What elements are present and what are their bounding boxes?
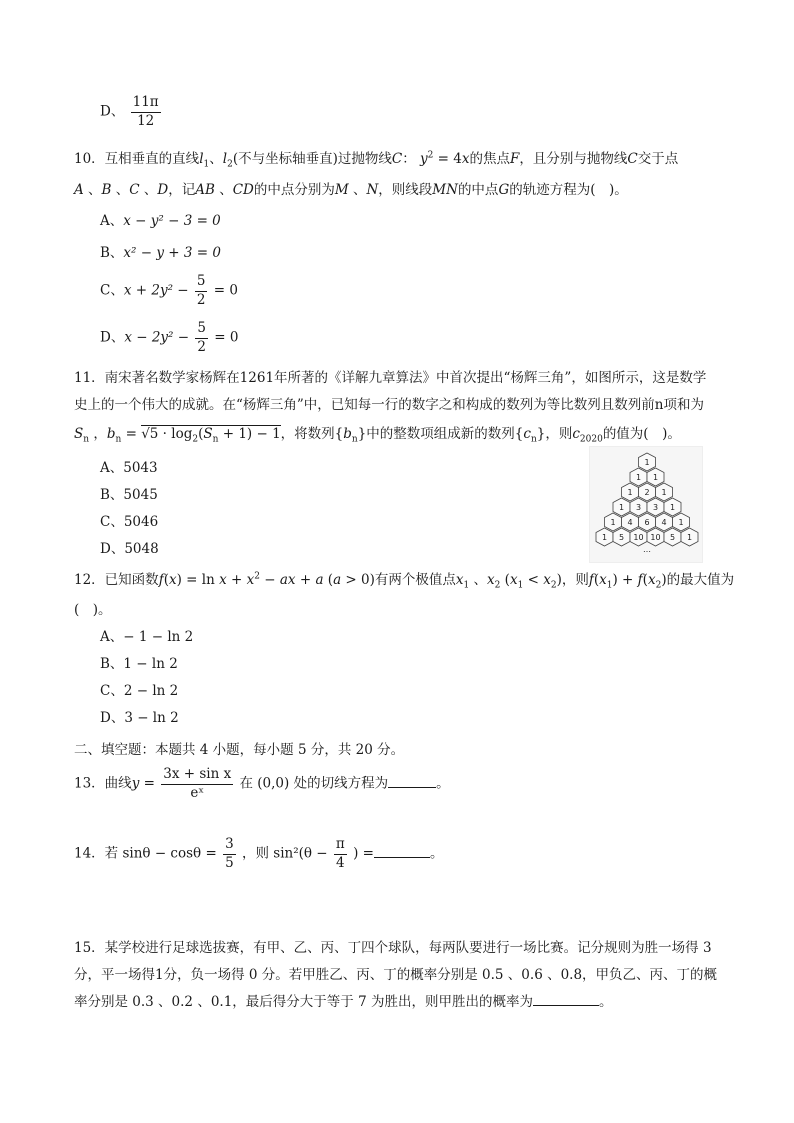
fraction	[223, 838, 236, 870]
text: 的最大值为	[666, 572, 735, 588]
fraction	[195, 322, 208, 354]
option-label: C、	[100, 683, 124, 699]
fraction	[131, 96, 161, 128]
text: 12．已知函数	[74, 572, 159, 588]
triangle-cell-value: 1	[669, 503, 676, 512]
triangle-cell-value: 10	[650, 533, 661, 542]
triangle-cell-value: 1	[661, 488, 667, 497]
text: ，则	[545, 426, 573, 442]
denominator: 5	[225, 854, 234, 871]
option-label: A、	[100, 460, 124, 476]
option-label: D、	[100, 710, 125, 726]
option-text: 5043	[123, 460, 158, 476]
q10-option-a	[100, 209, 221, 229]
triangle-cell-value: 5	[618, 533, 625, 542]
numerator: 5	[195, 275, 208, 292]
fraction	[161, 768, 233, 800]
option-label: C、	[100, 282, 124, 299]
text: 的中点	[457, 182, 499, 198]
q10-option-c	[100, 275, 238, 307]
text: 。	[598, 994, 613, 1010]
text: 率分别是 0.3 、0.2 、0.1，最后得分大于等于 7 为胜出，则甲胜出的概率为	[74, 994, 533, 1010]
numerator: 3x + sin x	[161, 768, 233, 785]
text: 。	[429, 845, 444, 862]
triangle-cell-value: 3	[635, 503, 642, 512]
text: 的值为( )。	[602, 426, 681, 442]
q12-option-d	[100, 706, 179, 726]
answer-blank[interactable]	[374, 845, 430, 858]
text: 的焦点	[469, 151, 510, 167]
option-text: 5045	[123, 487, 158, 503]
triangle-cell-value: 4	[627, 518, 633, 527]
triangle-cell-value: 1	[610, 518, 616, 527]
option-text: 1 − ln 2	[123, 656, 178, 672]
q12-line1: 12．已知函数$f(x) = \ln x + x^2$ − ax + a (a > 0)有两个极值点$x_1$ 、$x_2$ $(x_1 < x_2)$，则$f(x_1) + f(x_2)$的最大值为	[74, 571, 735, 591]
option-text: x − 2y² −	[124, 329, 190, 346]
yanghui-triangle-figure	[591, 448, 703, 560]
q10-option-b	[100, 241, 221, 261]
option-label: A、	[100, 213, 124, 229]
q10-line2: A 、B 、C 、D，记AB 、CD的中点分别为M 、N，则线段MN的中点G的轨迹方程为( )。	[74, 182, 628, 198]
text: 10．互相垂直的直线	[74, 151, 200, 167]
text: ，将数列	[280, 426, 335, 442]
q11-option-a	[100, 456, 158, 476]
q12-option-c	[100, 679, 178, 699]
text: 14．若 sinθ − cosθ =	[74, 845, 217, 862]
answer-blank[interactable]	[388, 775, 436, 788]
text: ，则线段	[378, 182, 433, 198]
triangle-cell-value: 5	[669, 533, 676, 542]
q11-line3: $S_n$ ，$b_n = √5 \cdot \log_2(S_n + 1) - 1$，将数列$\{b_n\}$中的整数项组成新的数列$\{c_n\}$，则$c_{2020}$的值为( )。	[74, 426, 681, 445]
option-label: D、	[100, 541, 125, 557]
triangle-cell-value: 4	[661, 518, 667, 527]
option-text: x − y² − 3 = 0	[123, 213, 221, 229]
text: ，则	[561, 572, 589, 588]
option-text: 5048	[124, 541, 159, 557]
numerator: π	[334, 838, 347, 855]
text: 。	[436, 775, 450, 792]
triangle-cell-value: 1	[601, 533, 608, 542]
q10-line1: 10．互相垂直的直线$l_1$、$l_2$(不与坐标轴垂直)过抛物线C： $y^2 = 4x$的焦点F，且分别与抛物线C交于点	[74, 150, 679, 170]
option-text: = 0	[214, 329, 239, 346]
q11-line1: 11．南宋著名数学家杨辉在1261年所著的《详解九章算法》中首次提出“杨辉三角”，如图所示，这是数学	[74, 370, 707, 386]
text: 的中点分别为	[253, 182, 335, 198]
option-text: 2 − ln 2	[123, 683, 179, 699]
option-label: B、	[100, 487, 124, 503]
text: 13．曲线	[74, 775, 132, 792]
section-heading: 二、填空题：本题共 4 小题，每小题 5 分，共 20 分。	[74, 742, 405, 758]
numerator: 11π	[131, 96, 161, 113]
option-text: − 1 − ln 2	[123, 629, 194, 645]
triangle-ellipsis: …	[643, 545, 651, 554]
option-label: B、	[100, 245, 124, 261]
triangle-cell-value: 1	[644, 458, 650, 467]
numerator: 5	[195, 322, 208, 339]
q13: 13．曲线y = $\frac{\text{3x + sin x}}{\text{eˣ}}$ 在 (0,0) 处的切线方程为 。	[74, 766, 450, 801]
q11-option-d	[100, 537, 159, 557]
triangle-cell-value: 1	[635, 473, 642, 482]
triangle-cell-value: 1	[627, 488, 633, 497]
q11-line2: 史上的一个伟大的成就。在“杨辉三角”中，已知每一行的数字之和构成的数列为等比数列且数列前n项和为	[74, 397, 704, 413]
q11-option-c	[100, 510, 158, 530]
denominator: eˣ	[190, 784, 205, 801]
triangle-cell-value: 1	[618, 503, 625, 512]
text: 有两个极值点	[374, 572, 456, 588]
triangle-cell-value: 2	[644, 488, 650, 497]
text: ，记	[168, 182, 196, 198]
numerator: 3	[223, 838, 236, 855]
option-label: B、	[100, 656, 124, 672]
option-text: x² − y + 3 = 0	[123, 245, 221, 261]
text: ) =	[353, 845, 374, 862]
q12-line2: ( )。	[74, 602, 112, 618]
text: 交于点	[637, 151, 679, 167]
denominator: 2	[197, 338, 206, 355]
q14	[74, 838, 443, 870]
text: 在 (0,0) 处的切线方程为	[239, 775, 389, 792]
text: 中的整数项组成新的数列	[366, 426, 515, 442]
option-text: x + 2y² −	[123, 282, 189, 299]
text: (不与坐标轴垂直)过抛物线	[232, 151, 392, 167]
q11-option-b	[100, 483, 158, 503]
denominator: 4	[336, 854, 345, 871]
option-text: = 0	[213, 282, 238, 299]
option-label: D、	[100, 103, 125, 120]
text: 的轨迹方程为( )。	[509, 182, 628, 198]
denominator: 12	[137, 112, 155, 129]
triangle-cell-value: 6	[644, 518, 650, 527]
q15-line2: 分，平一场得1分，负一场得 0 分。若甲胜乙、丙、丁的概率分别是 0.5 、0.6 、0.8，甲负乙、丙、丁的概	[74, 967, 718, 983]
text: ，则 sin²(θ −	[241, 845, 328, 862]
q15-line1: 15．某学校进行足球选拔赛，有甲、乙、丙、丁四个球队，每两队要进行一场比赛。记分规则为胜一场得 3	[74, 940, 712, 956]
triangle-cell-value: 1	[652, 473, 659, 482]
fraction	[334, 838, 347, 870]
option-text: 3 − ln 2	[124, 710, 179, 726]
denominator: 2	[196, 291, 206, 308]
q12-option-a	[100, 625, 193, 645]
q9-option-d	[100, 96, 163, 128]
q10-option-d	[100, 322, 238, 354]
option-label: A、	[100, 629, 124, 645]
triangle-cell-value: 3	[652, 503, 659, 512]
q15-line3	[74, 990, 612, 1010]
option-label: D、	[100, 329, 125, 346]
q12-option-b	[100, 652, 178, 672]
option-text: 5046	[123, 514, 159, 530]
answer-blank[interactable]	[533, 993, 599, 1006]
triangle-cell-value: 10	[633, 533, 644, 542]
text: ，且分别与抛物线	[519, 151, 628, 167]
triangle-cell-value: 1	[678, 518, 684, 527]
option-label: C、	[100, 514, 124, 530]
fraction	[195, 275, 208, 307]
triangle-cell-value: 1	[686, 533, 693, 542]
